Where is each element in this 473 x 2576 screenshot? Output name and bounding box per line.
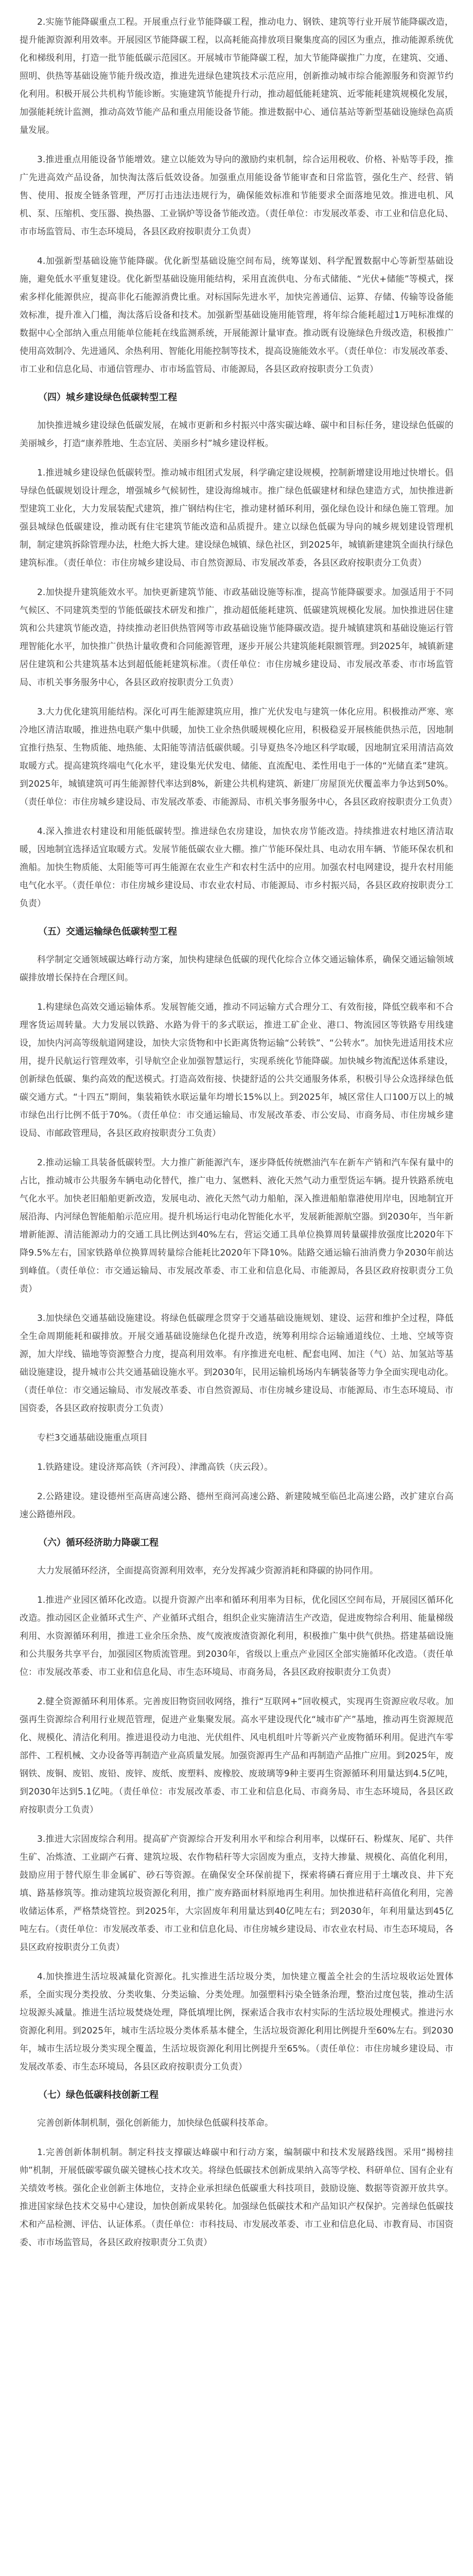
section-6	[20, 464, 453, 572]
paragraph: 4.加强新型基础设施节能降碳。优化新型基础设施空间布局，统筹谋划、科学配置数据中心等新型基础设施，避免低水平重复建设。优化新型基础设施用能结构，采用直流供电、分布式储能、“光伏+储能”等模式，探索多样化能源供应，提高非化石能源消费比重。对标国际先进水平，加快完善通信、运算、存储、传输等设备能效标准，提升准入门槛，淘汰落后设备和技术。加强新型基础设施用能管理，将年综合能耗超过1万吨标准煤的数据中心全部纳入重点用能单位能耗在线监测系统，开展能源计量审查。推动既有设施绿色升级改造，积极推广使用高效制冷、先进通风、余热利用、智能化用能控制等技术，提高设施能效水平。（责任单位：市发展改革委、市工业和信息化局、市通信管理办、市市场监管局、市能源局，各县区政府按职责分工负责）	[20, 256, 453, 375]
paragraph: 1.推进城乡建设绿色低碳转型。推动城市组团式发展，科学确定建设规模，控制新增建设用地过快增长。倡导绿色低碳规划设计理念，增强城乡气候韧性，建设海绵城市。推广绿色低碳建材和绿色建造方式，加快推进新型建筑工业化，大力发展装配式建筑，推广钢结构住宅，推动建材循环利用，强化绿色设计和绿色施工管理。加强县城绿色低碳建设，推动既有住宅建筑节能改造和品质提升。建立以绿色低碳为导向的城乡规划建设管理机制，制定建筑拆除管理办法，杜绝大拆大建。建设绿色城镇、绿色社区，到2025年，城镇新建建筑全面执行绿色建筑标准。（责任单位：市住房城乡建设局、市自然资源局、市发展改革委，各县区政府按职责分工负责）	[20, 468, 453, 568]
paragraph: 3.大力优化建筑用能结构。深化可再生能源建筑应用，推广光伏发电与建筑一体化应用。积极推动严寒、寒冷地区清洁取暖，推进热电联产集中供暖，加快工业余热供暖规模化应用，积极稳妥开展核能供热示范，因地制宜推行热泵、生物质能、地热能、太阳能等清洁低碳供暖。引导夏热冬冷地区科学取暖，因地制宜采用清洁高效取暖方式。提高建筑终端电气化水平，建设集光伏发电、储能、直流配电、柔性用电于一体的“光储直柔”建筑。到2025年，城镇建筑可再生能源替代率达到8%，新建公共机构建筑、新建厂房屋顶光伏覆盖率力争达到50%。（责任单位：市住房城乡建设局、市发展改革委、市能源局、市机关事务服务中心，各县区政府按职责分工负责）	[20, 707, 457, 807]
paragraph: 2.实施节能降碳重点工程。开展重点行业节能降碳工程，推动电力、钢铁、建筑等行业开展节能降碳改造，提升能源资源利用效率。开展园区节能降碳工程，以高耗能高排放项目聚集度高的园区为重点，推动能源系统优化和梯级利用，打造一批节能低碳示范园区。开展城市节能降碳工程，加大节能降碳推广力度，在建筑、交通、照明、供热等基础设施节能升级改造，推进先进绿色建筑技术示范应用，创新推动城市综合能源服务和资源节约化利用。积极开展公共机构节能诊断。实施建筑节能提升行动，推动超低能耗建筑、近零能耗建筑规模化发展，加强能耗统计监测，推动高效节能产品和重点用能设备节能。推进数据中心、通信基站等新型基础设施绿色高质量发展。	[20, 17, 453, 135]
paragraph: 2.加快提升建筑能效水平。加快更新建筑节能、市政基础设施等标准，提高节能降碳要求。加强适用于不同气候区、不同建筑类型的节能低碳技术研发和推广，推动超低能耗建筑、低碳建筑规模化发展。加快推进居住建筑和公共建筑节能改造，持续推动老旧供热管网等市政基础设施节能降碳改造。提升城镇建筑和基础设施运行管理智能化水平，加快推广供热计量收费和合同能源管理，逐步开展公共建筑能耗限额管理。到2025年，城镇新建居住建筑和公共建筑基本达到超低能耗建筑标准。（责任单位：市住房城乡建设局、市发展改革委、市市场监管局、市机关事务服务中心，各县区政府按职责分工负责）	[20, 587, 453, 688]
section-22	[20, 1831, 453, 1957]
paragraph: 3.推进大宗固废综合利用。提高矿产资源综合开发利用水平和综合利用率，以煤矸石、粉煤灰、尾矿、共伴生矿、冶炼渣、工业副产石膏、建筑垃圾、农作物秸秆等大宗固废为重点，支持大掺量、规模化、高值化利用，鼓励应用于替代原生非金属矿、砂石等资源。在确保安全环保前提下，探索将磷石膏应用于土壤改良、井下充填、路基修筑等。推动建筑垃圾资源化利用，推广废弃路面材料原地再生利用。加快推进秸秆高值化利用，完善收储运体系，严格禁烧管控。到2025年，大宗固废年利用量达到40亿吨左右；到2030年，年利用量达到45亿吨左右。（责任单位：市发展改革委、市工业和信息化局、市住房城乡建设局、市农业农村局、市生态环境局，各县区政府按职责分工负责）	[20, 1834, 453, 1953]
section-9	[20, 823, 453, 913]
paragraph: 2.健全资源循环利用体系。完善废旧物资回收网络，推行“互联网+”回收模式，实现再生资源应收尽收。加强再生资源综合利用行业规范管理，促进产业集聚发展。高水平建设现代化“城市矿产”基地，推动再生资源规范化、规模化、清洁化利用。推进退役动力电池、光伏组件、风电机组叶片等新兴产业废物循环利用。促进汽车零部件、工程机械、文办设备等再制造产业高质量发展。加强资源再生产品和再制造产品推广应用。到2025年，废钢铁、废铜、废铝、废铅、废锌、废纸、废塑料、废橡胶、废玻璃等9种主要再生资源循环利用量达到4.5亿吨，到2030年达到5.1亿吨。（责任单位：市发展改革委、市工业和信息化局、市商务局、市生态环境局，各县区政府按职责分工负责）	[20, 1697, 453, 1815]
section-8	[20, 703, 457, 811]
paragraph: 完善创新体制机制，强化创新能力，加快绿色低碳科技革命。	[37, 2118, 273, 2128]
paragraph: 1.推进产业园区循环化改造。以提升资源产出率和循环利用率为目标，优化园区空间布局，开展园区循环化改造。推动园区企业循环式生产、产业循环式组合，组织企业实施清洁生产改造，促进废物综合利用、能量梯级利用、水资源循环利用，推进工业余压余热、废气废液废渣资源化利用，积极推广集中供气供热。搭建基础设施和公共服务共享平台，加强园区物质流管理。到2030年，省级以上重点产业园区全部实施循环化改造。（责任单位：市发展改革委、市工业和信息化局、市生态环境局、市商务局，各县区政府按职责分工负责）	[20, 1595, 453, 1677]
section-18	[20, 1535, 453, 1551]
paragraph: 1.构建绿色高效交通运输体系。发展智能交通，推动不同运输方式合理分工、有效衔接，降低空载率和不合理客货运周转量。大力发展以铁路、水路为骨干的多式联运，推进工矿企业、港口、物流园区等铁路专用线建设，加快内河高等级航道网建设，加快大宗货物和中长距离货物运输“公转铁”、“公转水”。加快先进适用技术应用，提升民航运行管理效率，引导航空企业加强智慧运行，实现系统化节能降碳。加快城乡物流配送体系建设，创新绿色低碳、集约高效的配送模式。打造高效衔接、快捷舒适的公共交通服务体系，积极引导公众选择绿色低碳交通方式。“十四五”期间，集装箱铁水联运量年均增长15%以上。到2025年，城区常住人口100万以上的城市绿色出行比例不低于70%。（责任单位：市交通运输局、市发展改革委、市公安局、市商务局、市住房城乡建设局、市邮政管理局，各县区政府按职责分工负责）	[20, 1002, 453, 1139]
paragraph: 1.完善创新体制机制。制定科技支撑碳达峰碳中和行动方案，编制碳中和技术发展路线图。采用“揭榜挂帅”机制，开展低碳零碳负碳关键核心技术攻关。将绿色低碳技术创新成果纳入高等学校、科研单位、国有企业有关绩效考核。强化企业创新主体地位，支持企业承担绿色低碳重大科技项目，鼓励设施、数据等资源开放共享。推进国家绿色技术交易中心建设，加快创新成果转化。加强绿色低碳技术和产品知识产权保护。完善绿色低碳技术和产品检测、评估、认证体系。（责任单位：市科技局、市发展改革委、市工业和信息化局、市教育局、市国资委、市市场监管局，各县区政府按职责分工负责）	[20, 2147, 453, 2248]
section-14	[20, 1310, 453, 1418]
section-5	[20, 417, 453, 453]
section-19	[20, 1562, 453, 1580]
section-24	[20, 2088, 453, 2103]
paragraph: 1.铁路建设。建设济郑高铁（齐河段）、津潍高铁（庆云段）。	[37, 1462, 273, 1472]
paragraph: 4.加快推进生活垃圾减量化资源化。扎实推进生活垃圾分类，加快建立覆盖全社会的生活垃圾收运处置体系，全面实现分类投放、分类收集、分类运输、分类处理。加强塑料污染全链条治理，整治过度包装，推动生活垃圾源头减量。推进生活垃圾焚烧处理，降低填埋比例，探索适合我市农村实际的生活垃圾处理模式。推进污水资源化利用。到2025年，城市生活垃圾分类体系基本健全，生活垃圾资源化利用比例提升至60%左右。到2030年，城市生活垃圾分类实现全覆盖，生活垃圾资源化利用比例提升至65%。（责任单位：市住房城乡建设局、市发展改革委、市生态环境局，各县区政府按职责分工负责）	[20, 1972, 453, 2072]
paragraph: 专栏3交通基础设施重点项目	[37, 1433, 148, 1443]
paragraph: 2.公路建设。建设德州至高唐高速公路、德州至商河高速公路、新建陵城至临邑北高速公路，改扩建京台高速公路德州段。	[20, 1492, 453, 1520]
section-23	[20, 1968, 453, 2076]
section-12	[20, 998, 453, 1143]
section-2	[20, 151, 453, 241]
section-4	[20, 390, 453, 405]
section-heading: （六）循环经济助力降碳工程	[38, 1537, 159, 1548]
section-26	[20, 2144, 453, 2252]
section-1	[20, 13, 453, 140]
section-15	[20, 1429, 453, 1447]
paragraph: 2.推动运输工具装备低碳转型。大力推广新能源汽车，逐步降低传统燃油汽车在新车产销和汽车保有量中的占比，推动城市公共服务车辆电动化替代，推广电力、氢燃料、液化天然气动力重型货运车辆。提升铁路系统电气化水平。加快老旧船舶更新改造，发展电动、液化天然气动力船舶，深入推进船舶靠港使用岸电，因地制宜开展沿海、内河绿色智能船舶示范应用。提升机场运行电动化智能化水平，发展新能源航空器。到2030年，当年新增新能源、清洁能源动力的交通工具比例达到40%左右，营运交通工具单位换算周转量碳排放强度比2020年下降9.5%左右，国家铁路单位换算周转量综合能耗比2020年下降10%。陆路交通运输石油消费力争2030年前达到峰值。（责任单位：市交通运输局、市发展改革委、市工业和信息化局、市能源局，各县区政府按职责分工负责）	[20, 1158, 453, 1294]
paragraph: 大力发展循环经济，全面提高资源利用效率，充分发挥减少资源消耗和降碳的协同作用。	[37, 1566, 378, 1576]
section-25	[20, 2114, 453, 2132]
paragraph: 4.深入推进农村建设和用能低碳转型。推进绿色农房建设，加快农房节能改造。持续推进农村地区清洁取暖，因地制宜选择适宜取暖方式。发展节能低碳农业大棚。推广节能环保灶具、电动农用车辆、节能环保农机和渔船。加快生物质能、太阳能等可再生能源在农业生产和农村生活中的应用。加强农村电网建设，提升农村用能电气化水平。（责任单位：市住房城乡建设局、市农业农村局、市能源局、市乡村振兴局，各县区政府按职责分工负责）	[20, 826, 453, 909]
section-10	[20, 924, 453, 940]
section-16	[20, 1459, 453, 1477]
section-7	[20, 584, 453, 692]
section-3	[20, 252, 453, 379]
section-11	[20, 951, 453, 987]
paragraph: 3.加快绿色交通基础设施建设。将绿色低碳理念贯穿于交通基础设施规划、建设、运营和维护全过程，降低全生命周期能耗和碳排放。开展交通基础设施绿色化提升改造，统筹利用综合运输通道线位、土地、空域等资源，加大岸线、锚地等资源整合力度，提高利用效率。有序推进充电桩、配套电网、加注（气）站、加氢站等基础设施建设，提升城市公共交通基础设施水平。到2030年，民用运输机场场内车辆装备等力争全面实现电动化。（责任单位：市交通运输局、市发展改革委、市自然资源局、市住房城乡建设局、市能源局、市生态环境局、市国资委，各县区政府按职责分工负责）	[20, 1313, 453, 1414]
section-20	[20, 1591, 453, 1682]
section-17	[20, 1488, 453, 1524]
section-heading: （四）城乡建设绿色低碳转型工程	[38, 392, 177, 403]
section-heading: （五）交通运输绿色低碳转型工程	[38, 926, 177, 937]
section-13	[20, 1154, 453, 1298]
paragraph: 3.推进重点用能设备节能增效。建立以能效为导向的激励约束机制，综合运用税收、价格、补贴等手段，推广先进高效产品设备，加快淘汰落后低效设备。加强重点用能设备节能审查和日常监管，强化生产、经营、销售、使用、报废全链条管理，严厉打击违法违规行为，确保能效标准和节能要求全面落地见效。推进电机、风机、泵、压缩机、变压器、换热器、工业锅炉等设备节能改造。（责任单位：市发展改革委、市工业和信息化局、市市场监管局、市生态环境局，各县区政府按职责分工负责）	[20, 155, 453, 237]
paragraph: 科学制定交通领域碳达峰行动方案，加快构建绿色低碳的现代化综合立体交通运输体系，确保交通运输领域碳排放增长保持在合理区间。	[20, 955, 453, 983]
section-heading: （七）绿色低碳科技创新工程	[38, 2090, 159, 2100]
paragraph: 加快推进城乡建设绿色低碳发展，在城市更新和乡村振兴中落实碳达峰、碳中和目标任务，建设绿色低碳的美丽城乡，打造“康养胜地、生态宜居、美丽乡村”城乡建设样板。	[20, 420, 453, 449]
section-21	[20, 1693, 453, 1819]
